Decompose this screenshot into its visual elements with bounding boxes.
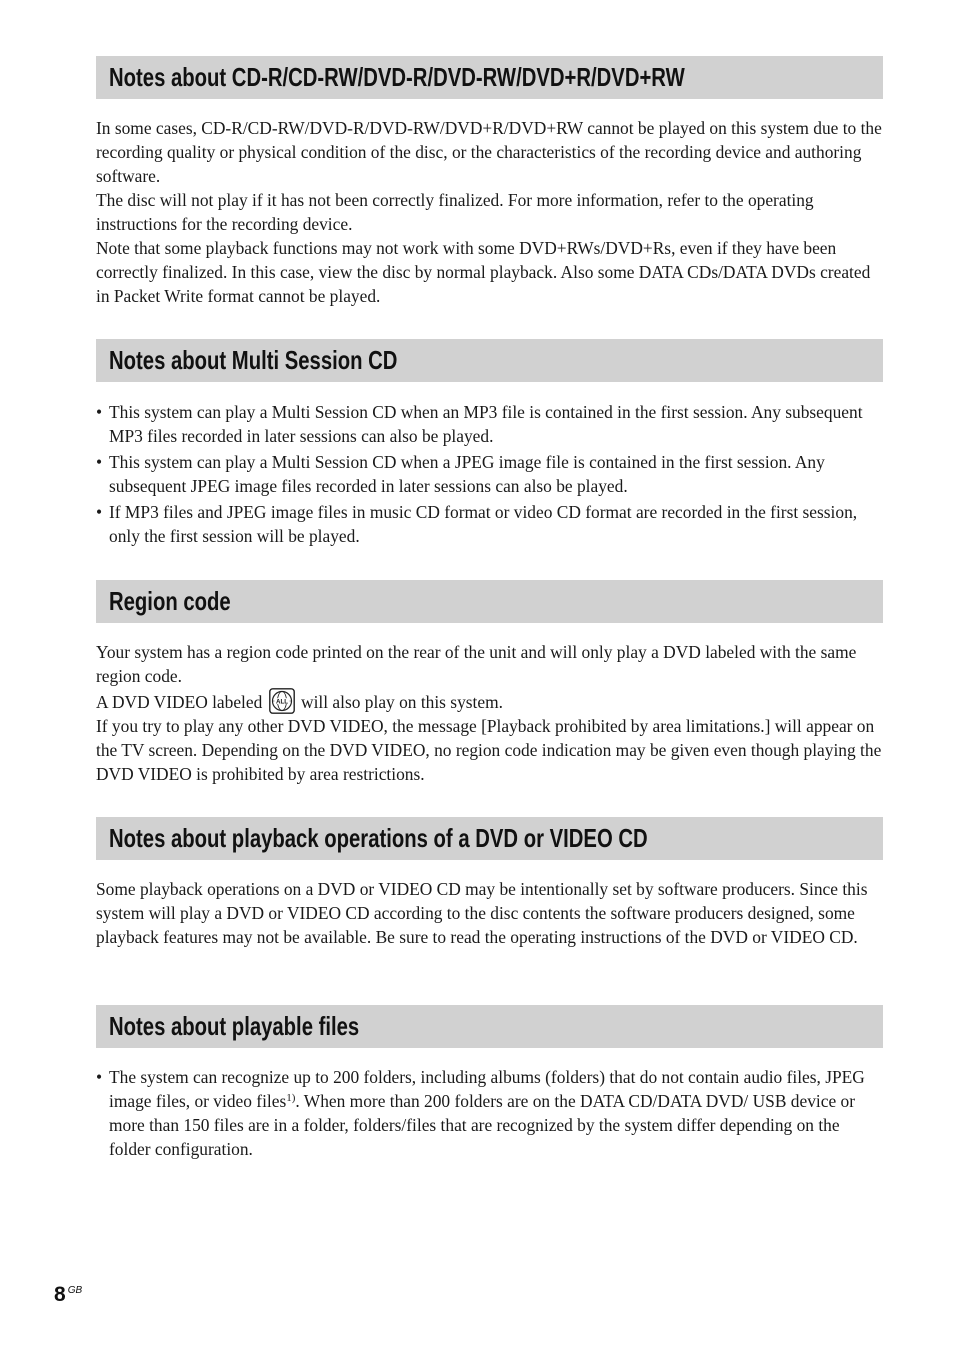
list-item-text: The system can recognize up to 200 folders, including albums (folders) that do not contain audio files, JPEG image files, or video files xyxy=(109,1067,865,1111)
page-number-value: 8 xyxy=(54,1283,66,1306)
paragraph: In some cases, CD-R/CD-RW/DVD-R/DVD-RW/DVD+R/DVD+RW cannot be played on this system due to the recording quality or physical condition of the disc, or the characteristics of the recording device and authoring software. xyxy=(96,118,882,186)
paragraph: If you try to play any other DVD VIDEO, the message [Playback prohibited by area limitations.] will appear on the TV screen. Depending on the DVD VIDEO, no region code indication may be given even though playing the DVD VIDEO is prohibited by area restrictions. xyxy=(96,716,882,784)
bullet-marker: • xyxy=(96,402,103,422)
section-title: Region code xyxy=(109,586,231,616)
bullet-list xyxy=(96,400,883,548)
region-all-globe-icon xyxy=(269,688,295,714)
section-header-multi-session xyxy=(96,339,883,382)
section-body-cdr-notes xyxy=(96,116,883,308)
list-item xyxy=(96,400,883,448)
section-body-playback-operations xyxy=(96,877,883,949)
page-number xyxy=(54,1283,82,1307)
list-item xyxy=(96,500,883,548)
list-item-text: This system can play a Multi Session CD when an MP3 file is contained in the first session. Any subsequent MP3 files recorded in later sessions can also be played. xyxy=(109,402,863,446)
bullet-marker: • xyxy=(96,502,103,522)
section-title: Notes about Multi Session CD xyxy=(109,345,398,375)
list-item-text: . When more than 200 folders are on the DATA CD/DATA DVD/ USB device or more than 150 files are in a folder, folders/files that are recognized by the system differ depending on the folder configuration. xyxy=(109,1091,855,1159)
section-body-multi-session xyxy=(96,400,883,550)
list-item xyxy=(96,1065,883,1161)
list-item xyxy=(96,450,883,498)
section-header-playback-operations xyxy=(96,817,883,860)
section-title: Notes about playable files xyxy=(109,1011,360,1041)
paragraph xyxy=(96,688,883,714)
section-header-cdr-notes xyxy=(96,56,883,99)
list-item-text: This system can play a Multi Session CD when a JPEG image file is contained in the first session. Any subsequent JPEG image files recorded in later sessions can also be played. xyxy=(109,452,825,496)
paragraph-text: will also play on this system. xyxy=(301,692,503,712)
list-item-text: If MP3 files and JPEG image files in music CD format or video CD format are recorded in the first session, only the first session will be played. xyxy=(109,502,858,546)
paragraph: Some playback operations on a DVD or VIDEO CD may be intentionally set by software producers. Since this system will play a DVD or VIDEO CD according to the disc contents the software producers designed, some playback features may not be available. Be sure to read the operating instructions of the DVD or VIDEO CD. xyxy=(96,879,868,947)
bullet-marker: • xyxy=(96,1067,103,1087)
section-title: Notes about playback operations of a DVD or VIDEO CD xyxy=(109,823,648,853)
section-header-playable-files xyxy=(96,1005,883,1048)
section-header-region-code xyxy=(96,580,883,623)
paragraph: The disc will not play if it has not been correctly finalized. For more information, refer to the operating instructions for the recording device. xyxy=(96,190,814,234)
section-body-playable-files xyxy=(96,1065,883,1163)
footnote-marker: 1) xyxy=(286,1092,296,1104)
paragraph: Your system has a region code printed on the rear of the unit and will only play a DVD labeled with the same region code. xyxy=(96,642,857,686)
bullet-list xyxy=(96,1065,883,1161)
page-number-suffix: GB xyxy=(67,1285,83,1296)
bullet-marker: • xyxy=(96,452,103,472)
paragraph: Note that some playback functions may not work with some DVD+RWs/DVD+Rs, even if they have been correctly finalized. In this case, view the disc by normal playback. Also some DATA CDs/DATA DVDs created in Packet Write format cannot be played. xyxy=(96,238,871,306)
section-body-region-code xyxy=(96,640,883,786)
region-icon-label: ALL xyxy=(275,698,288,706)
section-title: Notes about CD-R/CD-RW/DVD-R/DVD-RW/DVD+R/DVD+RW xyxy=(109,62,685,92)
paragraph-text: A DVD VIDEO labeled xyxy=(96,692,263,712)
